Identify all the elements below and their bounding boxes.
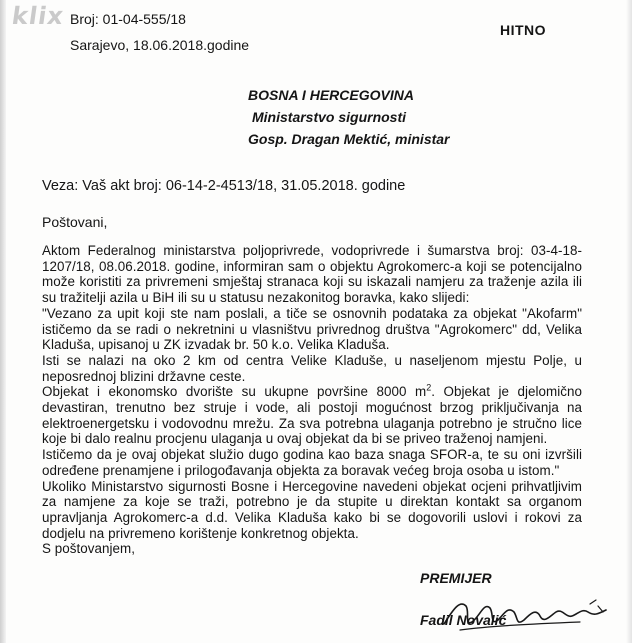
reference-line: Veza: Vaš akt broj: 06-14-2-4513/18, 31.05.2018. godine bbox=[42, 178, 406, 194]
document-number: Broj: 01-04-555/18 bbox=[70, 11, 186, 27]
signer-title: PREMIJER bbox=[420, 570, 492, 586]
recipient-ministry: Ministarstvo sigurnosti bbox=[252, 109, 407, 125]
signer-name: Fadil Novalić bbox=[420, 612, 507, 628]
urgency-label: HITNO bbox=[500, 22, 547, 38]
scan-left-edge bbox=[0, 0, 6, 643]
area-text-rest: . Objekat je djelomično devastiran, trenutno bez struje i vode, ali postoji mogućnost brzog priključivanja na elektroenergetsku i vodovodnu mrežu. Za sva potrebna ulaganja potrebno je stručno lice koje bi dalo realnu procjenu ulaganja u ovaj objekat da bi se priveo traženoj namjeni. bbox=[42, 384, 582, 447]
paragraph-sfor: Ističemo da je ovaj objekat služio dugo godina kao baza snaga SFOR-a, te su oni izvršili određene prenamjene i prilogođavanja objekta za boravak većeg broja osoba u istom." bbox=[42, 447, 582, 478]
area-text-start: Objekat i ekonomsko dvorište su ukupne površine 8000 m bbox=[42, 384, 427, 400]
paragraph-quote-start: "Vezano za upit koji ste nam poslali, a tiče se osnovnih podataka za objekat "Akofarm" ističemo da se radi o nekretnini u vlasništvu privrednog društva "Agrokomerc" dd, Velika Kladuša, upisanoj u ZK izvadak br. 50 k.o. Velika Kladuša. bbox=[42, 305, 582, 353]
greeting: Poštovani, bbox=[42, 214, 108, 230]
paragraph-request: Ukoliko Ministarstvo sigurnosti Bosne i Hercegovine navedeni objekat ocjeni prihvatljivim za namjene za koje se traži, potrebno je da stupite u direktan kontakt sa organom upravljanja Agrokomerc-a d.d. Velika Kladuša kako bi se dogovorili uslovi i rokovi za dodjelu na privremeno korištenje konkretnog objekta. bbox=[42, 478, 582, 541]
letter-body bbox=[42, 243, 582, 557]
watermark-logo: klix bbox=[10, 2, 66, 30]
closing-line: S poštovanjem, bbox=[42, 541, 135, 557]
place-date: Sarajevo, 18.06.2018.godine bbox=[70, 37, 250, 53]
paragraph-intro: Aktom Federalnog ministarstva poljoprivrede, vodoprivrede i šumarstva broj: 03-4-18-1207/18, 08.06.2018. godine, informiran sam o objektu Agrokomerc-a koji se potencijalno može koristiti za privremeni smještaj stranaca koji su iskazali namjeru za traženje azila ili su tražitelji azila u BiH ili su u statusu nezakonitog boravka, kako slijedi: bbox=[42, 243, 582, 306]
recipient-person: Gosp. Dragan Mektić, ministar bbox=[248, 131, 450, 147]
scan-right-edge bbox=[626, 0, 632, 643]
paragraph-location: Isti se nalazi na oko 2 km od centra Velike Kladuše, u naseljenom mjestu Polje, u neposrednoj blizini državne ceste. bbox=[42, 352, 582, 384]
area-unit-superscript: 2 bbox=[426, 382, 432, 393]
recipient-country: BOSNA I HERCEGOVINA bbox=[248, 87, 414, 103]
paragraph-area bbox=[42, 384, 582, 447]
